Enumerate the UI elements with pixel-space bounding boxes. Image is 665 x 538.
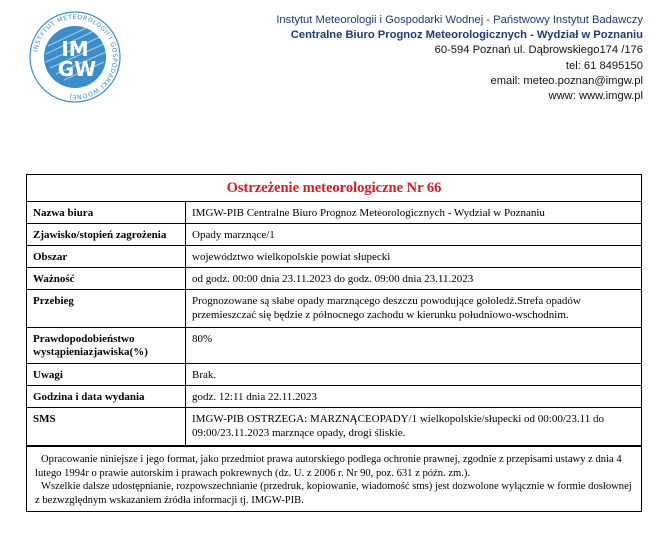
row-value: Opady marznące/1 (192, 229, 275, 241)
row-label: Prawdopodobieństwo wystąpieniazjawiska(%) (27, 328, 186, 363)
row-label: Uwagi (27, 364, 186, 385)
logo-ring-text: INSTYTUT METEOROLOGII I GOSPODARKI WODNEJ (32, 13, 119, 101)
warning-title: Ostrzeżenie meteorologiczne Nr 66 (27, 175, 641, 202)
row-sms (27, 408, 641, 446)
row-office (27, 202, 641, 224)
row-area (27, 246, 641, 268)
copyright-note (27, 446, 641, 511)
address: 60-594 Poznań ul. Dąbrowskiego174 /176 (434, 44, 643, 57)
website: www: www.imgw.pl (548, 90, 643, 103)
row-value: Brak. (192, 369, 217, 381)
division-name: Centralne Biuro Prognoz Meteorologicznych - Wydział w Poznaniu (290, 29, 643, 42)
row-label: Zjawisko/stopień zagrożenia (27, 224, 186, 245)
row-value: 80% (192, 333, 213, 345)
row-value: IMGW-PIB Centralne Biuro Prognoz Meteorologicznych - Wydział w Poznaniu (192, 207, 545, 219)
row-label: Przebieg (27, 290, 186, 327)
institute-name: Instytut Meteorologii i Gospodarki Wodnej - Państwowy Instytut Badawczy (276, 14, 643, 26)
phone: tel: 61 8495150 (565, 59, 643, 72)
email: email: meteo.poznan@imgw.pl (490, 74, 643, 87)
logo-text-bottom: GW (57, 57, 97, 81)
row-value: województwo wielkopolskie powiat słupecki (192, 251, 391, 263)
imgw-logo (28, 10, 122, 104)
row-value: Prognozowane są słabe opady marznącego deszczu powodujące gołoledź.Strefa opadów przemieszczać się będzie z północnego zachodu w kierunku południowo-wschodnim. (192, 295, 581, 321)
row-value: od godz. 00:00 dnia 23.11.2023 do godz. 09:00 dnia 23.11.2023 (192, 273, 474, 285)
row-label: Godzina i data wydania (27, 386, 186, 407)
row-label: SMS (27, 408, 186, 445)
row-remarks (27, 364, 641, 386)
row-phenomenon (27, 224, 641, 246)
header-contact (123, 13, 643, 104)
copyright-paragraph: Opracowanie niniejsze i jego format, jako przedmiot prawa autorskiego podlega ochronie prawnej, zgodnie z przepisami ustawy z dnia 4 lutego 1994r o prawie autorskim i prawach pokrewnych (dz. U. z 2006 r. Nr 90, poz. 631 z późn. zm.). (35, 454, 622, 479)
logo-text-top: IM (61, 37, 89, 61)
row-value: godz. 12:11 dnia 22.11.2023 (192, 391, 318, 403)
row-value: IMGW-PIB OSTRZEGA: MARZNĄCEOPADY/1 wielkopolskie/słupecki od 00:00/23.11 do 09:00/23.11.2023 marznące opady, drogi śliskie. (192, 413, 604, 439)
row-label: Ważność (27, 268, 186, 289)
row-validity (27, 268, 641, 290)
row-label: Obszar (27, 246, 186, 267)
row-course (27, 290, 641, 328)
row-probability (27, 328, 641, 364)
warning-table (26, 174, 642, 512)
row-issued (27, 386, 641, 408)
redistribution-paragraph: Wszelkie dalsze udostępnianie, rozpowszechnianie (przedruk, kopiowanie, wiadomość sms) jest dozwolone wyłącznie w formie dosłownej z bezwzględnym wskazaniem źródła informacji tj. IMGW-PIB. (35, 481, 632, 506)
row-label: Nazwa biura (27, 202, 186, 223)
